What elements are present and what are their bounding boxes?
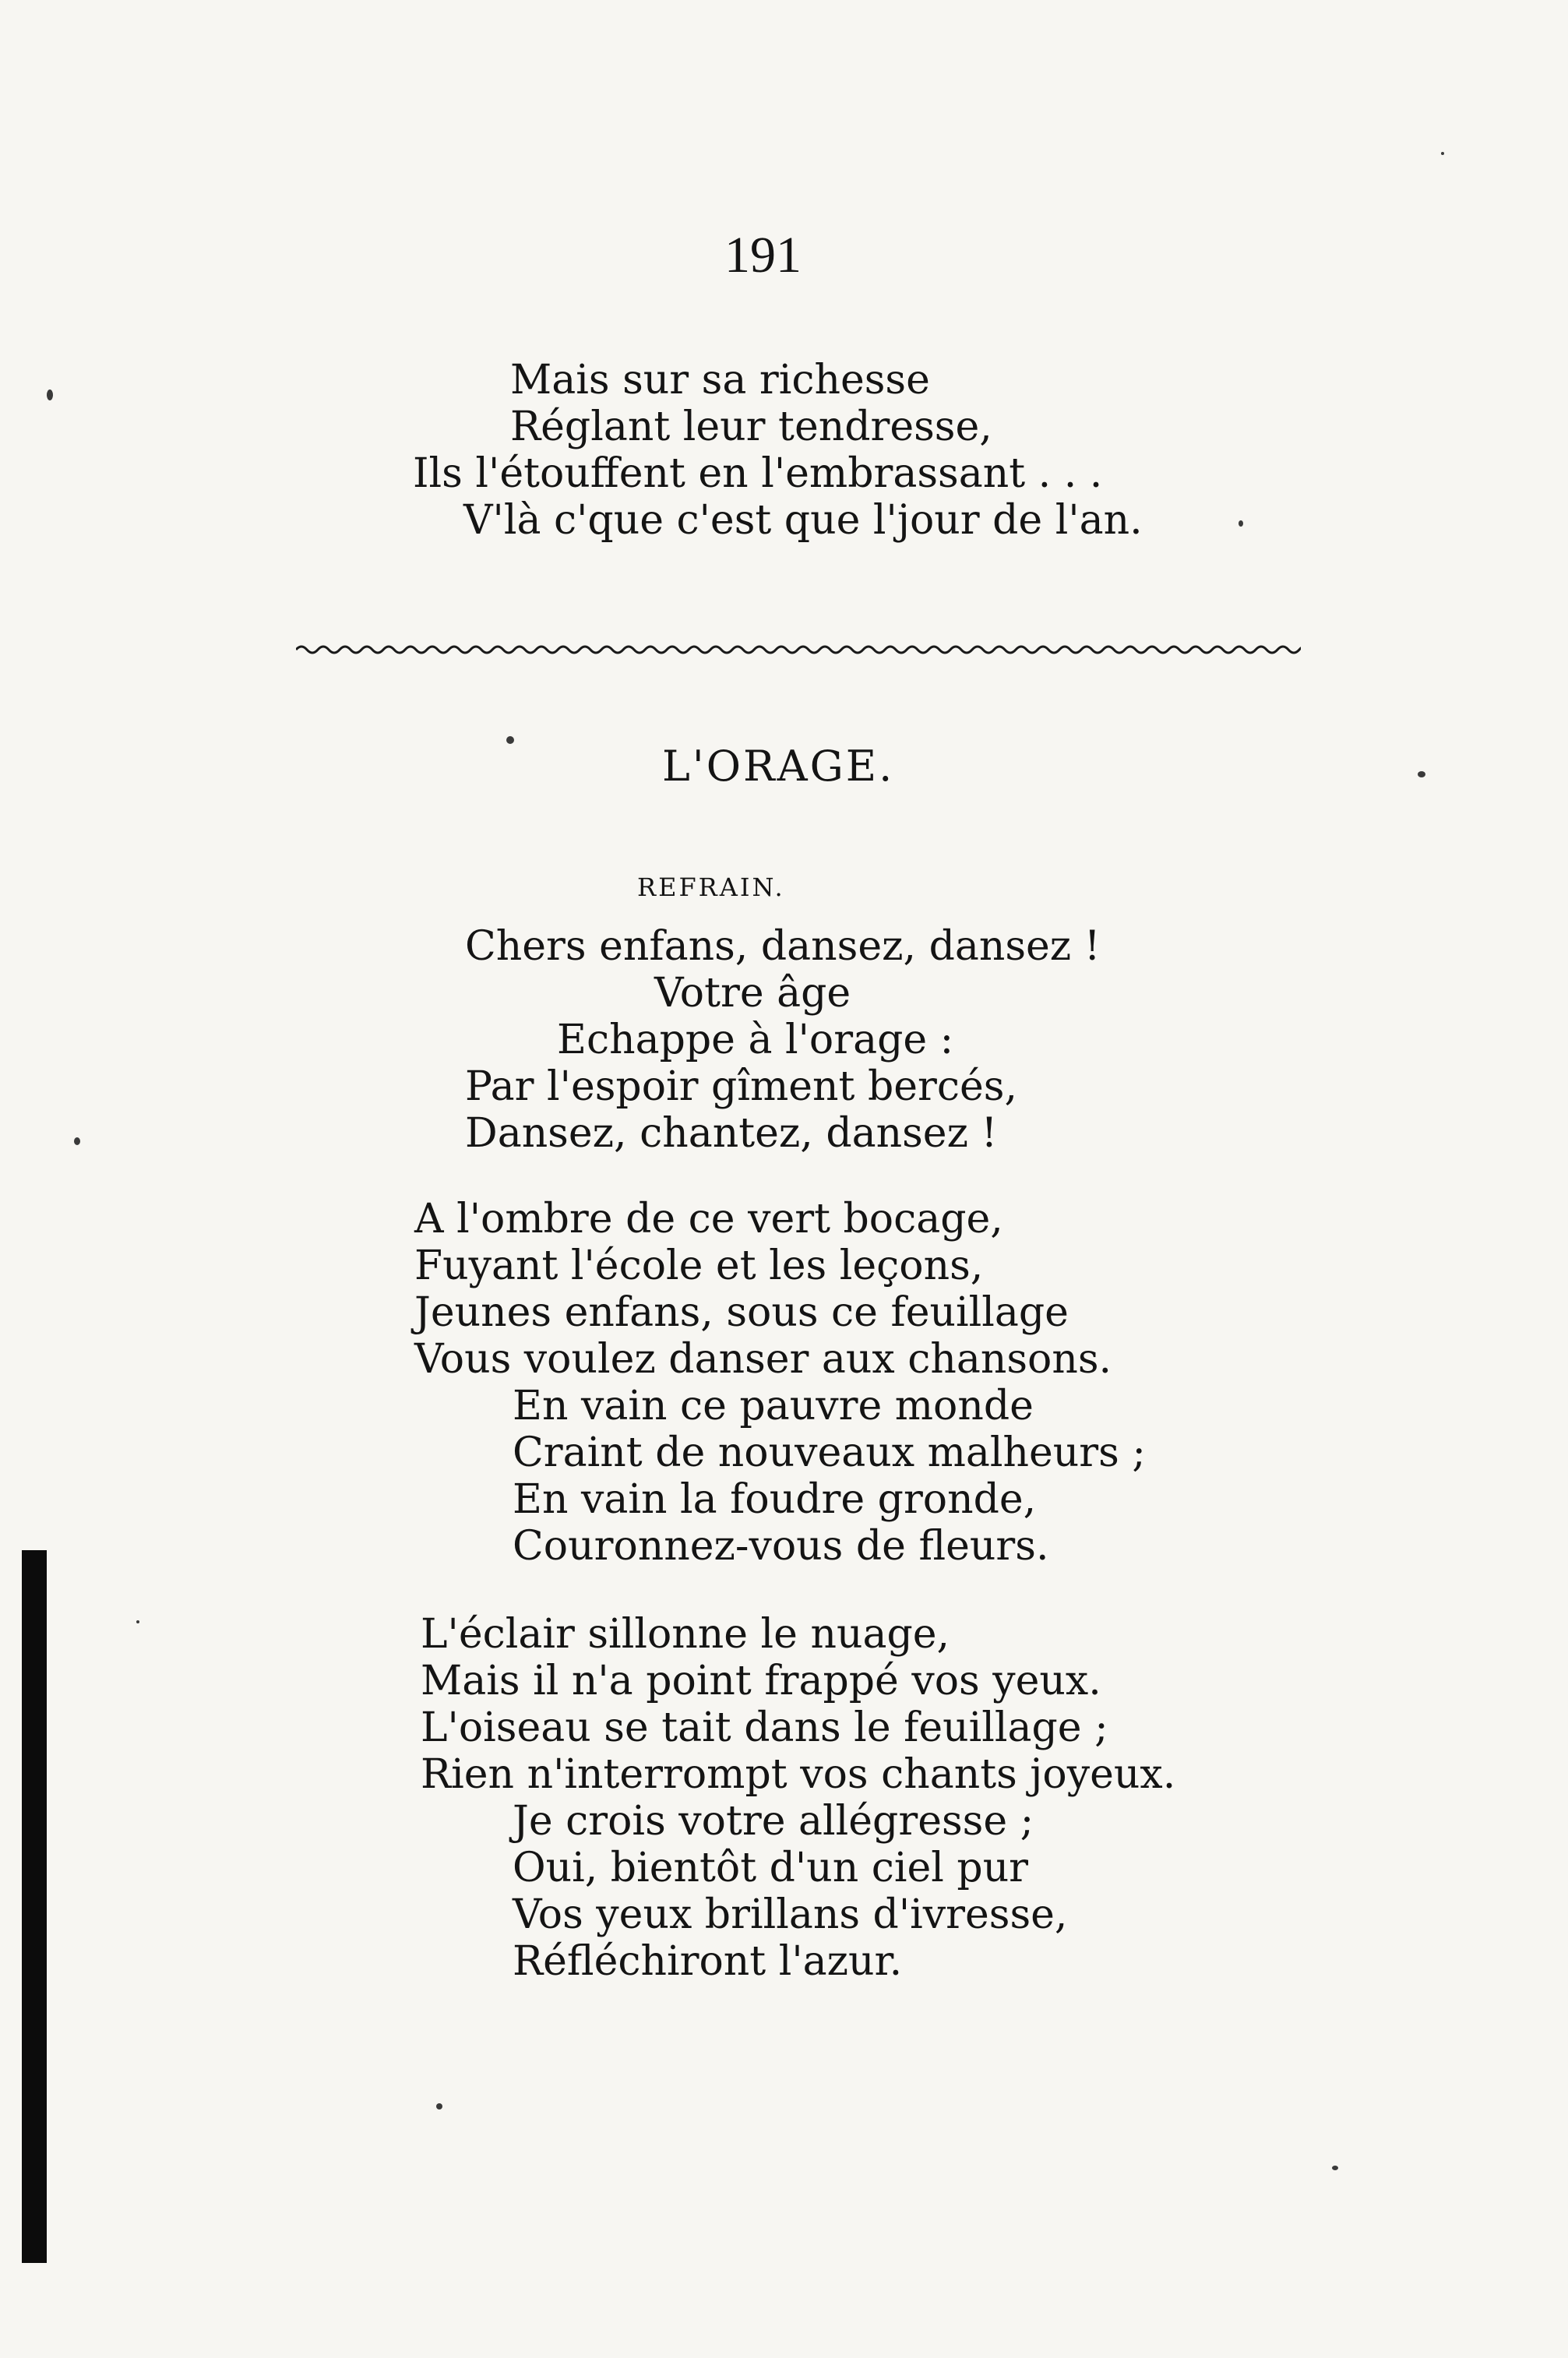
ink-speck xyxy=(506,736,514,744)
verse-line: Mais il n'a point frappé vos yeux. xyxy=(421,1658,1101,1704)
verse-line: Vos yeux brillans d'ivresse, xyxy=(513,1891,1068,1938)
ink-speck xyxy=(136,1620,139,1623)
refrain-label: REFRAIN. xyxy=(637,872,785,902)
ink-speck xyxy=(1418,771,1425,777)
verse-line: Réfléchiront l'azur. xyxy=(513,1938,903,1985)
ink-speck xyxy=(1239,520,1243,527)
ink-speck xyxy=(1441,152,1444,155)
verse-line: Fuyant l'école et les leçons, xyxy=(414,1242,984,1289)
verse-line: Mais sur sa richesse xyxy=(510,357,930,404)
verse-line: Je crois votre allégresse ; xyxy=(513,1798,1034,1845)
verse-line: Ils l'étouffent en l'embrassant . . . xyxy=(413,450,1103,497)
verse-line: L'éclair sillonne le nuage, xyxy=(421,1611,950,1658)
verse-line: Couronnez-vous de fleurs. xyxy=(513,1523,1049,1570)
verse-line: L'oiseau se tait dans le feuillage ; xyxy=(421,1704,1108,1751)
binding-shadow xyxy=(22,1550,47,2263)
ink-speck xyxy=(436,2103,442,2110)
verse-line: Chers enfans, dansez, dansez ! xyxy=(465,923,1101,970)
page-number: 191 xyxy=(724,227,802,284)
verse-line: V'là c'que c'est que l'jour de l'an. xyxy=(463,497,1143,544)
verse-line: En vain ce pauvre monde xyxy=(513,1383,1034,1429)
verse-line: En vain la foudre gronde, xyxy=(513,1476,1037,1523)
verse-line: Oui, bientôt d'un ciel pur xyxy=(513,1845,1029,1891)
verse-line: Vous voulez danser aux chansons. xyxy=(414,1336,1112,1383)
wavy-divider xyxy=(296,640,1301,659)
verse-line: Craint de nouveaux malheurs ; xyxy=(513,1429,1146,1476)
verse-line: Echappe à l'orage : xyxy=(557,1017,954,1063)
verse-line: Rien n'interrompt vos chants joyeux. xyxy=(421,1751,1176,1798)
ink-speck xyxy=(74,1137,80,1145)
verse-line: A l'ombre de ce vert bocage, xyxy=(414,1196,1003,1242)
verse-line: Par l'espoir gîment bercés, xyxy=(465,1063,1017,1110)
verse-line: Votre âge xyxy=(654,970,851,1017)
verse-line: Jeunes enfans, sous ce feuillage xyxy=(414,1289,1069,1336)
ink-speck xyxy=(47,389,53,400)
ink-speck xyxy=(1332,2166,1338,2170)
song-title: L'ORAGE. xyxy=(662,742,895,791)
verse-line: Dansez, chantez, dansez ! xyxy=(465,1110,998,1157)
verse-line: Réglant leur tendresse, xyxy=(510,404,992,450)
